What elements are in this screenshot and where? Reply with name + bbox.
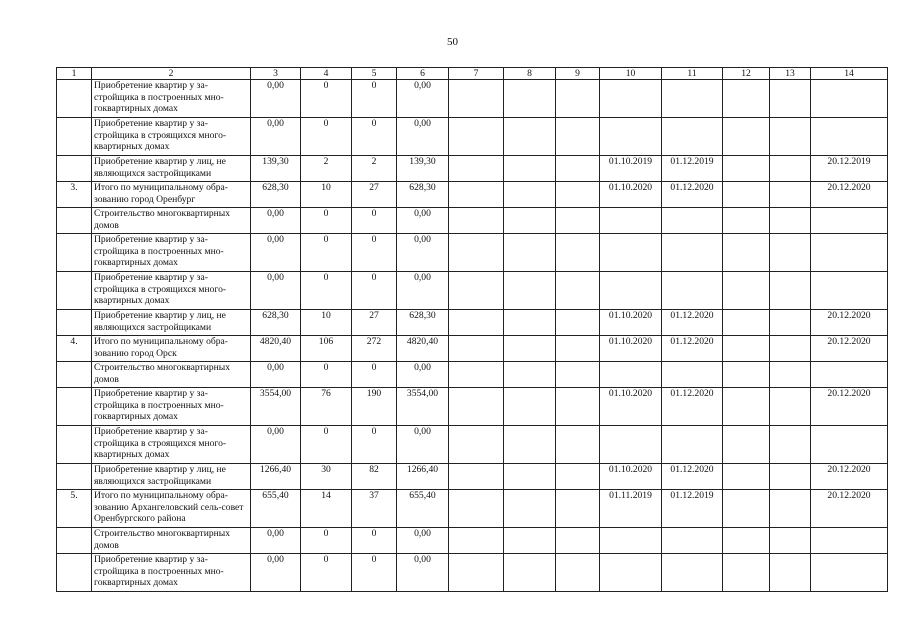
col5-cell: 0 (352, 118, 397, 156)
column-header: 13 (770, 68, 811, 80)
col3-cell: 0,00 (251, 362, 301, 388)
col13-cell (770, 426, 811, 464)
col4-cell: 10 (301, 310, 352, 336)
col8-cell (504, 310, 556, 336)
col6-cell: 0,00 (397, 362, 449, 388)
col7-cell (449, 208, 504, 234)
col10-cell (600, 272, 662, 310)
col3-cell: 0,00 (251, 272, 301, 310)
column-header: 11 (662, 68, 723, 80)
col4-cell: 0 (301, 362, 352, 388)
table-row (57, 554, 888, 592)
col8-cell (504, 208, 556, 234)
col5-cell: 0 (352, 554, 397, 592)
col14-cell (811, 234, 888, 272)
col11-cell (662, 272, 723, 310)
col8-cell (504, 182, 556, 208)
col14-cell (811, 118, 888, 156)
table-row (57, 234, 888, 272)
col9-cell (556, 208, 600, 234)
row-number-cell: 5. (57, 490, 92, 528)
col3-cell: 4820,40 (251, 336, 301, 362)
column-header: 3 (251, 68, 301, 80)
col6-cell: 628,30 (397, 310, 449, 336)
row-number-cell (57, 272, 92, 310)
col8-cell (504, 156, 556, 182)
col4-cell: 0 (301, 426, 352, 464)
col9-cell (556, 426, 600, 464)
row-name-cell: Приобретение квартир у за-стройщика в строящихся много-квартирных домах (92, 426, 251, 464)
table-row (57, 388, 888, 426)
table-row (57, 156, 888, 182)
row-number-cell (57, 554, 92, 592)
row-number-cell (57, 156, 92, 182)
col7-cell (449, 362, 504, 388)
col10-cell (600, 528, 662, 554)
col13-cell (770, 388, 811, 426)
col9-cell (556, 80, 600, 118)
row-name-cell: Строительство многоквартирных домов (92, 208, 251, 234)
col10-cell (600, 118, 662, 156)
col9-cell (556, 156, 600, 182)
col10-cell: 01.10.2020 (600, 182, 662, 208)
data-table (56, 67, 888, 592)
header-row (57, 68, 888, 80)
col11-cell: 01.12.2020 (662, 310, 723, 336)
col7-cell (449, 336, 504, 362)
col4-cell: 106 (301, 336, 352, 362)
col7-cell (449, 234, 504, 272)
col7-cell (449, 490, 504, 528)
col10-cell (600, 234, 662, 272)
row-number-cell (57, 80, 92, 118)
table-row (57, 272, 888, 310)
col12-cell (723, 388, 770, 426)
col13-cell (770, 182, 811, 208)
col14-cell: 20.12.2020 (811, 490, 888, 528)
col11-cell (662, 80, 723, 118)
col5-cell: 0 (352, 426, 397, 464)
col13-cell (770, 272, 811, 310)
col14-cell: 20.12.2020 (811, 464, 888, 490)
col8-cell (504, 80, 556, 118)
col10-cell: 01.10.2019 (600, 156, 662, 182)
row-number-cell (57, 464, 92, 490)
col7-cell (449, 118, 504, 156)
col6-cell: 655,40 (397, 490, 449, 528)
col6-cell: 0,00 (397, 272, 449, 310)
col8-cell (504, 426, 556, 464)
row-name-cell: Приобретение квартир у лиц, не являющихся застройщиками (92, 464, 251, 490)
col12-cell (723, 554, 770, 592)
col11-cell (662, 208, 723, 234)
table-row (57, 80, 888, 118)
col3-cell: 139,30 (251, 156, 301, 182)
col7-cell (449, 156, 504, 182)
col12-cell (723, 362, 770, 388)
col7-cell (449, 426, 504, 464)
col12-cell (723, 118, 770, 156)
col4-cell: 0 (301, 80, 352, 118)
col5-cell: 0 (352, 208, 397, 234)
col12-cell (723, 336, 770, 362)
col8-cell (504, 490, 556, 528)
col6-cell: 139,30 (397, 156, 449, 182)
row-number-cell (57, 310, 92, 336)
col13-cell (770, 336, 811, 362)
col6-cell: 0,00 (397, 234, 449, 272)
col13-cell (770, 490, 811, 528)
col14-cell (811, 208, 888, 234)
col3-cell: 0,00 (251, 118, 301, 156)
row-name-cell: Приобретение квартир у за-стройщика в построенных мно-гоквартирных домах (92, 554, 251, 592)
col4-cell: 30 (301, 464, 352, 490)
col5-cell: 2 (352, 156, 397, 182)
col13-cell (770, 118, 811, 156)
col6-cell: 0,00 (397, 528, 449, 554)
col13-cell (770, 362, 811, 388)
table-row (57, 464, 888, 490)
col11-cell (662, 426, 723, 464)
col11-cell (662, 234, 723, 272)
col14-cell: 20.12.2020 (811, 310, 888, 336)
col3-cell: 0,00 (251, 426, 301, 464)
col9-cell (556, 118, 600, 156)
col5-cell: 27 (352, 182, 397, 208)
col3-cell: 0,00 (251, 528, 301, 554)
col5-cell: 27 (352, 310, 397, 336)
col8-cell (504, 118, 556, 156)
col3-cell: 1266,40 (251, 464, 301, 490)
col5-cell: 272 (352, 336, 397, 362)
col14-cell: 20.12.2020 (811, 182, 888, 208)
column-header: 7 (449, 68, 504, 80)
row-number-cell (57, 528, 92, 554)
column-header: 1 (57, 68, 92, 80)
col12-cell (723, 80, 770, 118)
col4-cell: 0 (301, 272, 352, 310)
col3-cell: 628,30 (251, 310, 301, 336)
column-header: 6 (397, 68, 449, 80)
row-name-cell: Итого по муниципальному обра-зованию город Оренбург (92, 182, 251, 208)
col13-cell (770, 310, 811, 336)
col3-cell: 3554,00 (251, 388, 301, 426)
col3-cell: 0,00 (251, 554, 301, 592)
col4-cell: 10 (301, 182, 352, 208)
row-name-cell: Приобретение квартир у лиц, не являющихся застройщиками (92, 310, 251, 336)
table-row (57, 310, 888, 336)
row-name-cell: Строительство многоквартирных домов (92, 362, 251, 388)
col12-cell (723, 426, 770, 464)
column-header: 5 (352, 68, 397, 80)
row-name-cell: Приобретение квартир у за-стройщика в построенных мно-гоквартирных домах (92, 234, 251, 272)
col9-cell (556, 388, 600, 426)
col14-cell (811, 80, 888, 118)
col14-cell (811, 362, 888, 388)
column-header: 4 (301, 68, 352, 80)
row-name-cell: Приобретение квартир у за-стройщика в строящихся много-квартирных домах (92, 272, 251, 310)
col14-cell: 20.12.2020 (811, 336, 888, 362)
col13-cell (770, 208, 811, 234)
col9-cell (556, 490, 600, 528)
col4-cell: 14 (301, 490, 352, 528)
col13-cell (770, 80, 811, 118)
row-name-cell: Строительство многоквартирных домов (92, 528, 251, 554)
col12-cell (723, 490, 770, 528)
col8-cell (504, 464, 556, 490)
col9-cell (556, 182, 600, 208)
table-row (57, 426, 888, 464)
col9-cell (556, 528, 600, 554)
col5-cell: 0 (352, 528, 397, 554)
col5-cell: 37 (352, 490, 397, 528)
col10-cell (600, 80, 662, 118)
row-name-cell: Приобретение квартир у за-стройщика в строящихся много-квартирных домах (92, 118, 251, 156)
col11-cell: 01.12.2020 (662, 336, 723, 362)
col12-cell (723, 272, 770, 310)
col9-cell (556, 362, 600, 388)
column-header: 14 (811, 68, 888, 80)
row-name-cell: Приобретение квартир у лиц, не являющихся застройщиками (92, 156, 251, 182)
col5-cell: 190 (352, 388, 397, 426)
col14-cell (811, 426, 888, 464)
col10-cell (600, 208, 662, 234)
col10-cell: 01.10.2020 (600, 336, 662, 362)
col6-cell: 0,00 (397, 554, 449, 592)
col12-cell (723, 310, 770, 336)
col5-cell: 0 (352, 234, 397, 272)
col4-cell: 0 (301, 554, 352, 592)
col4-cell: 0 (301, 208, 352, 234)
col3-cell: 655,40 (251, 490, 301, 528)
col14-cell: 20.12.2020 (811, 388, 888, 426)
row-number-cell (57, 118, 92, 156)
col10-cell: 01.10.2020 (600, 464, 662, 490)
col11-cell (662, 118, 723, 156)
column-header: 2 (92, 68, 251, 80)
col4-cell: 0 (301, 234, 352, 272)
col8-cell (504, 234, 556, 272)
col8-cell (504, 362, 556, 388)
table-row (57, 528, 888, 554)
col8-cell (504, 528, 556, 554)
row-number-cell (57, 208, 92, 234)
col11-cell: 01.12.2020 (662, 464, 723, 490)
col9-cell (556, 272, 600, 310)
col6-cell: 0,00 (397, 426, 449, 464)
col7-cell (449, 272, 504, 310)
col4-cell: 2 (301, 156, 352, 182)
row-number-cell (57, 426, 92, 464)
col10-cell (600, 554, 662, 592)
col6-cell: 1266,40 (397, 464, 449, 490)
col3-cell: 0,00 (251, 234, 301, 272)
column-header: 9 (556, 68, 600, 80)
page-number: 50 (447, 36, 458, 48)
col3-cell: 628,30 (251, 182, 301, 208)
col13-cell (770, 528, 811, 554)
col12-cell (723, 156, 770, 182)
row-number-cell (57, 388, 92, 426)
col14-cell: 20.12.2019 (811, 156, 888, 182)
col5-cell: 0 (352, 272, 397, 310)
col11-cell (662, 362, 723, 388)
row-number-cell: 4. (57, 336, 92, 362)
column-header: 12 (723, 68, 770, 80)
col7-cell (449, 80, 504, 118)
table-row (57, 208, 888, 234)
col14-cell (811, 528, 888, 554)
col8-cell (504, 272, 556, 310)
col9-cell (556, 336, 600, 362)
col3-cell: 0,00 (251, 80, 301, 118)
col4-cell: 0 (301, 118, 352, 156)
col10-cell: 01.11.2019 (600, 490, 662, 528)
col4-cell: 0 (301, 528, 352, 554)
col3-cell: 0,00 (251, 208, 301, 234)
col11-cell (662, 528, 723, 554)
column-header: 8 (504, 68, 556, 80)
col12-cell (723, 528, 770, 554)
col6-cell: 628,30 (397, 182, 449, 208)
row-number-cell (57, 234, 92, 272)
col7-cell (449, 464, 504, 490)
row-name-cell: Итого по муниципальному обра-зованию Архангеловский сель-совет Оренбургского района (92, 490, 251, 528)
table-row (57, 118, 888, 156)
row-name-cell: Итого по муниципальному обра-зованию город Орск (92, 336, 251, 362)
col5-cell: 82 (352, 464, 397, 490)
col7-cell (449, 388, 504, 426)
col5-cell: 0 (352, 362, 397, 388)
col4-cell: 76 (301, 388, 352, 426)
col11-cell (662, 554, 723, 592)
col11-cell: 01.12.2019 (662, 156, 723, 182)
col9-cell (556, 310, 600, 336)
col11-cell: 01.12.2020 (662, 388, 723, 426)
col6-cell: 0,00 (397, 80, 449, 118)
col9-cell (556, 234, 600, 272)
col7-cell (449, 528, 504, 554)
col8-cell (504, 554, 556, 592)
col12-cell (723, 464, 770, 490)
col8-cell (504, 336, 556, 362)
col12-cell (723, 234, 770, 272)
col6-cell: 3554,00 (397, 388, 449, 426)
table-row (57, 362, 888, 388)
col6-cell: 0,00 (397, 118, 449, 156)
col10-cell (600, 426, 662, 464)
row-number-cell (57, 362, 92, 388)
col5-cell: 0 (352, 80, 397, 118)
col12-cell (723, 208, 770, 234)
col6-cell: 0,00 (397, 208, 449, 234)
col9-cell (556, 554, 600, 592)
row-name-cell: Приобретение квартир у за-стройщика в построенных мно-гоквартирных домах (92, 80, 251, 118)
row-number-cell: 3. (57, 182, 92, 208)
table-row (57, 490, 888, 528)
col13-cell (770, 234, 811, 272)
table-row (57, 182, 888, 208)
col10-cell: 01.10.2020 (600, 388, 662, 426)
col13-cell (770, 554, 811, 592)
col11-cell: 01.12.2019 (662, 490, 723, 528)
row-name-cell: Приобретение квартир у за-стройщика в построенных мно-гоквартирных домах (92, 388, 251, 426)
table-row (57, 336, 888, 362)
col14-cell (811, 554, 888, 592)
col14-cell (811, 272, 888, 310)
col7-cell (449, 554, 504, 592)
col11-cell: 01.12.2020 (662, 182, 723, 208)
col13-cell (770, 464, 811, 490)
col10-cell: 01.10.2020 (600, 310, 662, 336)
col9-cell (556, 464, 600, 490)
col10-cell (600, 362, 662, 388)
col13-cell (770, 156, 811, 182)
col7-cell (449, 182, 504, 208)
column-header: 10 (600, 68, 662, 80)
col12-cell (723, 182, 770, 208)
col7-cell (449, 310, 504, 336)
col8-cell (504, 388, 556, 426)
col6-cell: 4820,40 (397, 336, 449, 362)
